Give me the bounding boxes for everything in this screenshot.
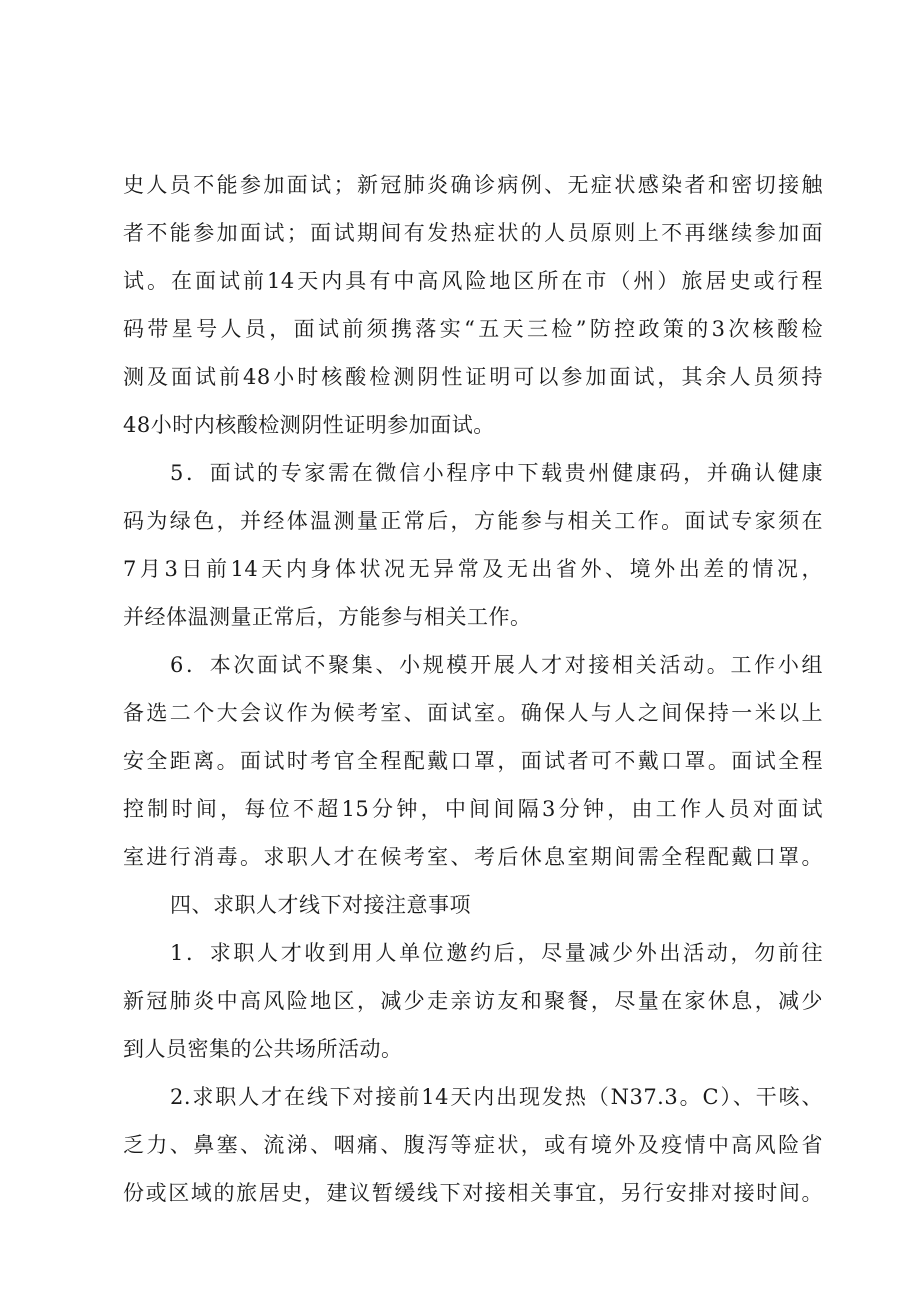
paragraph-line: 试。在面试前14天内具有中高风险地区所在市（州）旅居史或行程: [123, 269, 823, 293]
paragraph-first-line: 2.求职人才在线下对接前14天内出现发热（N37.3。C）、干咳、: [170, 1085, 823, 1109]
paragraph-line: 安全距离。面试时考官全程配戴口罩，面试者可不戴口罩。面试全程: [123, 749, 823, 773]
paragraph-line: 码为绿色，并经体温测量正常后，方能参与相关工作。面试专家须在: [123, 509, 823, 533]
section-heading: 四、求职人才线下对接注意事项: [170, 893, 471, 917]
paragraph-line: 备选二个大会议作为候考室、面试室。确保人与人之间保持一米以上: [123, 701, 823, 725]
paragraph-line: 者不能参加面试；面试期间有发热症状的人员原则上不再继续参加面: [123, 221, 823, 245]
paragraph-line: 48小时内核酸检测阴性证明参加面试。: [123, 413, 495, 437]
paragraph-line: 新冠肺炎中高风险地区，减少走亲访友和聚餐，尽量在家休息，减少: [123, 989, 823, 1013]
paragraph-first-line: 1．求职人才收到用人单位邀约后，尽量减少外出活动，勿前往: [170, 941, 823, 965]
paragraph-line: 码带星号人员，面试前须携落实“五天三检”防控政策的3次核酸检: [123, 317, 823, 341]
paragraph-line: 室进行消毒。求职人才在候考室、考后休息室期间需全程配戴口罩。: [123, 845, 823, 869]
paragraph-line: 乏力、鼻塞、流涕、咽痛、腹泻等症状，或有境外及疫情中高风险省: [123, 1133, 823, 1157]
paragraph-first-line: 5．面试的专家需在微信小程序中下载贵州健康码，并确认健康: [170, 461, 823, 485]
paragraph-line: 史人员不能参加面试；新冠肺炎确诊病例、无症状感染者和密切接触: [123, 173, 823, 197]
paragraph-line: 并经体温测量正常后，方能参与相关工作。: [123, 605, 532, 629]
paragraph-line: 7月3日前14天内身体状况无异常及无出省外、境外出差的情况，: [123, 557, 823, 581]
paragraph-first-line: 6．本次面试不聚集、小规模开展人才对接相关活动。工作小组: [170, 653, 823, 677]
paragraph-line: 控制时间，每位不超15分钟，中间间隔3分钟，由工作人员对面试: [123, 797, 823, 821]
paragraph-line: 到人员密集的公共场所活动。: [123, 1037, 403, 1061]
paragraph-line: 测及面试前48小时核酸检测阴性证明可以参加面试，其余人员须持: [123, 365, 823, 389]
paragraph-line: 份或区域的旅居史，建议暂缓线下对接相关事宜，另行安排对接时间。: [123, 1181, 823, 1205]
